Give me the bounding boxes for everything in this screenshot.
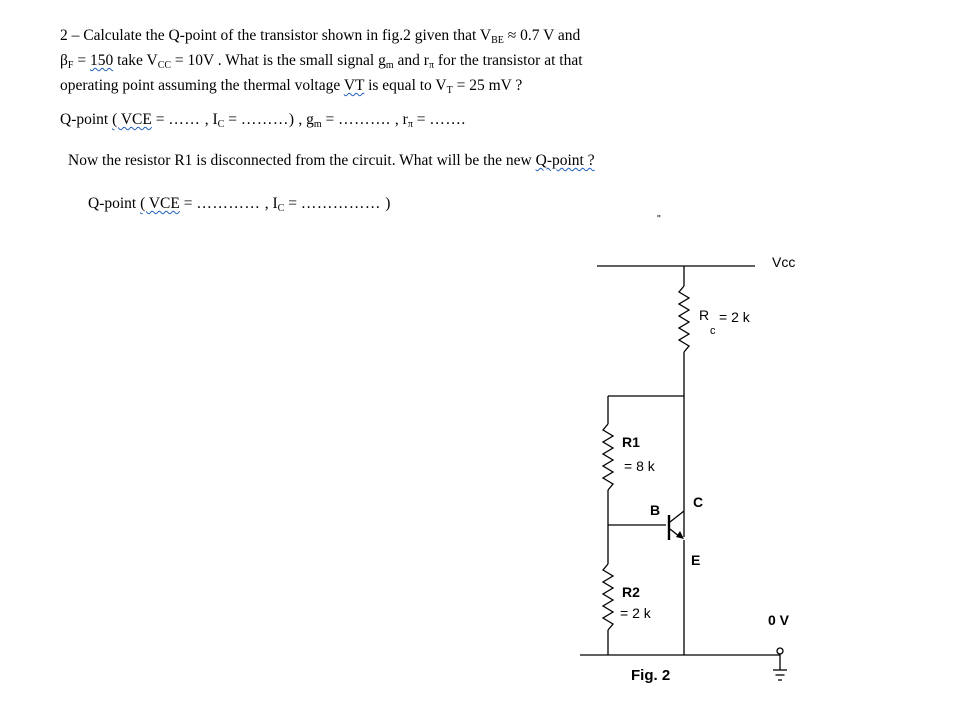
ground-label: 0 V: [768, 612, 790, 628]
base-label: B: [650, 502, 661, 518]
gm-blank: ……….: [338, 111, 395, 128]
ic-blank-2: …………… ): [300, 195, 391, 212]
question-line-2: $\beta_F = 150$ take $V_{CC} = 10V$ . What is the small signal $g_m$ and $r_\pi$ for the transistor at that: [60, 52, 583, 71]
thermal-voltage-symbol: VT: [343, 77, 365, 94]
vcc-label: Vcc: [772, 254, 796, 270]
r1-label: R1: [622, 434, 640, 450]
r1-value: = 8 k: [624, 458, 655, 474]
rc-label: R: [699, 307, 710, 323]
rc-resistor: [679, 286, 689, 352]
r2-value: = 2 k: [620, 605, 651, 621]
collector-label: C: [693, 494, 704, 510]
vce-blank-2: …………: [196, 195, 265, 212]
figure-caption: Fig. 2: [631, 667, 671, 684]
r2-label: R2: [622, 584, 640, 600]
answer-line-2: Q-point ( VCE = ………… , $I_C$ = …………… ): [88, 195, 391, 214]
answer-line-1: Q-point ( VCE = …… , $I_C$ = ………) , $g_m$ = ………. , $r_\pi$ = …….: [60, 111, 466, 130]
transistor-collector-leg: [670, 511, 684, 522]
rc-value: = 2 k: [719, 309, 750, 325]
ic-blank: ………): [240, 111, 295, 128]
ground-terminal-icon: [777, 648, 783, 654]
question-line-3: operating point assuming the thermal voltage VT is equal to $V_T = 25$ mV ?: [60, 77, 523, 96]
r1-resistor: [603, 424, 613, 490]
rc-label-sub: c: [710, 325, 716, 337]
emitter-label: E: [691, 552, 701, 568]
stray-mark: '': [657, 214, 661, 225]
question-line-1: 2 – Calculate the Q-point of the transistor shown in fig.2 given that $V_{BE} \approx 0.7$ V and: [60, 27, 581, 46]
rpi-blank: …….: [429, 111, 466, 128]
beta-value: 150: [89, 52, 114, 69]
r2-resistor: [603, 564, 613, 630]
vce-blank: ……: [168, 111, 205, 128]
question-2: Now the resistor R1 is disconnected from the circuit. What will be the new Q-point ?: [68, 152, 595, 169]
